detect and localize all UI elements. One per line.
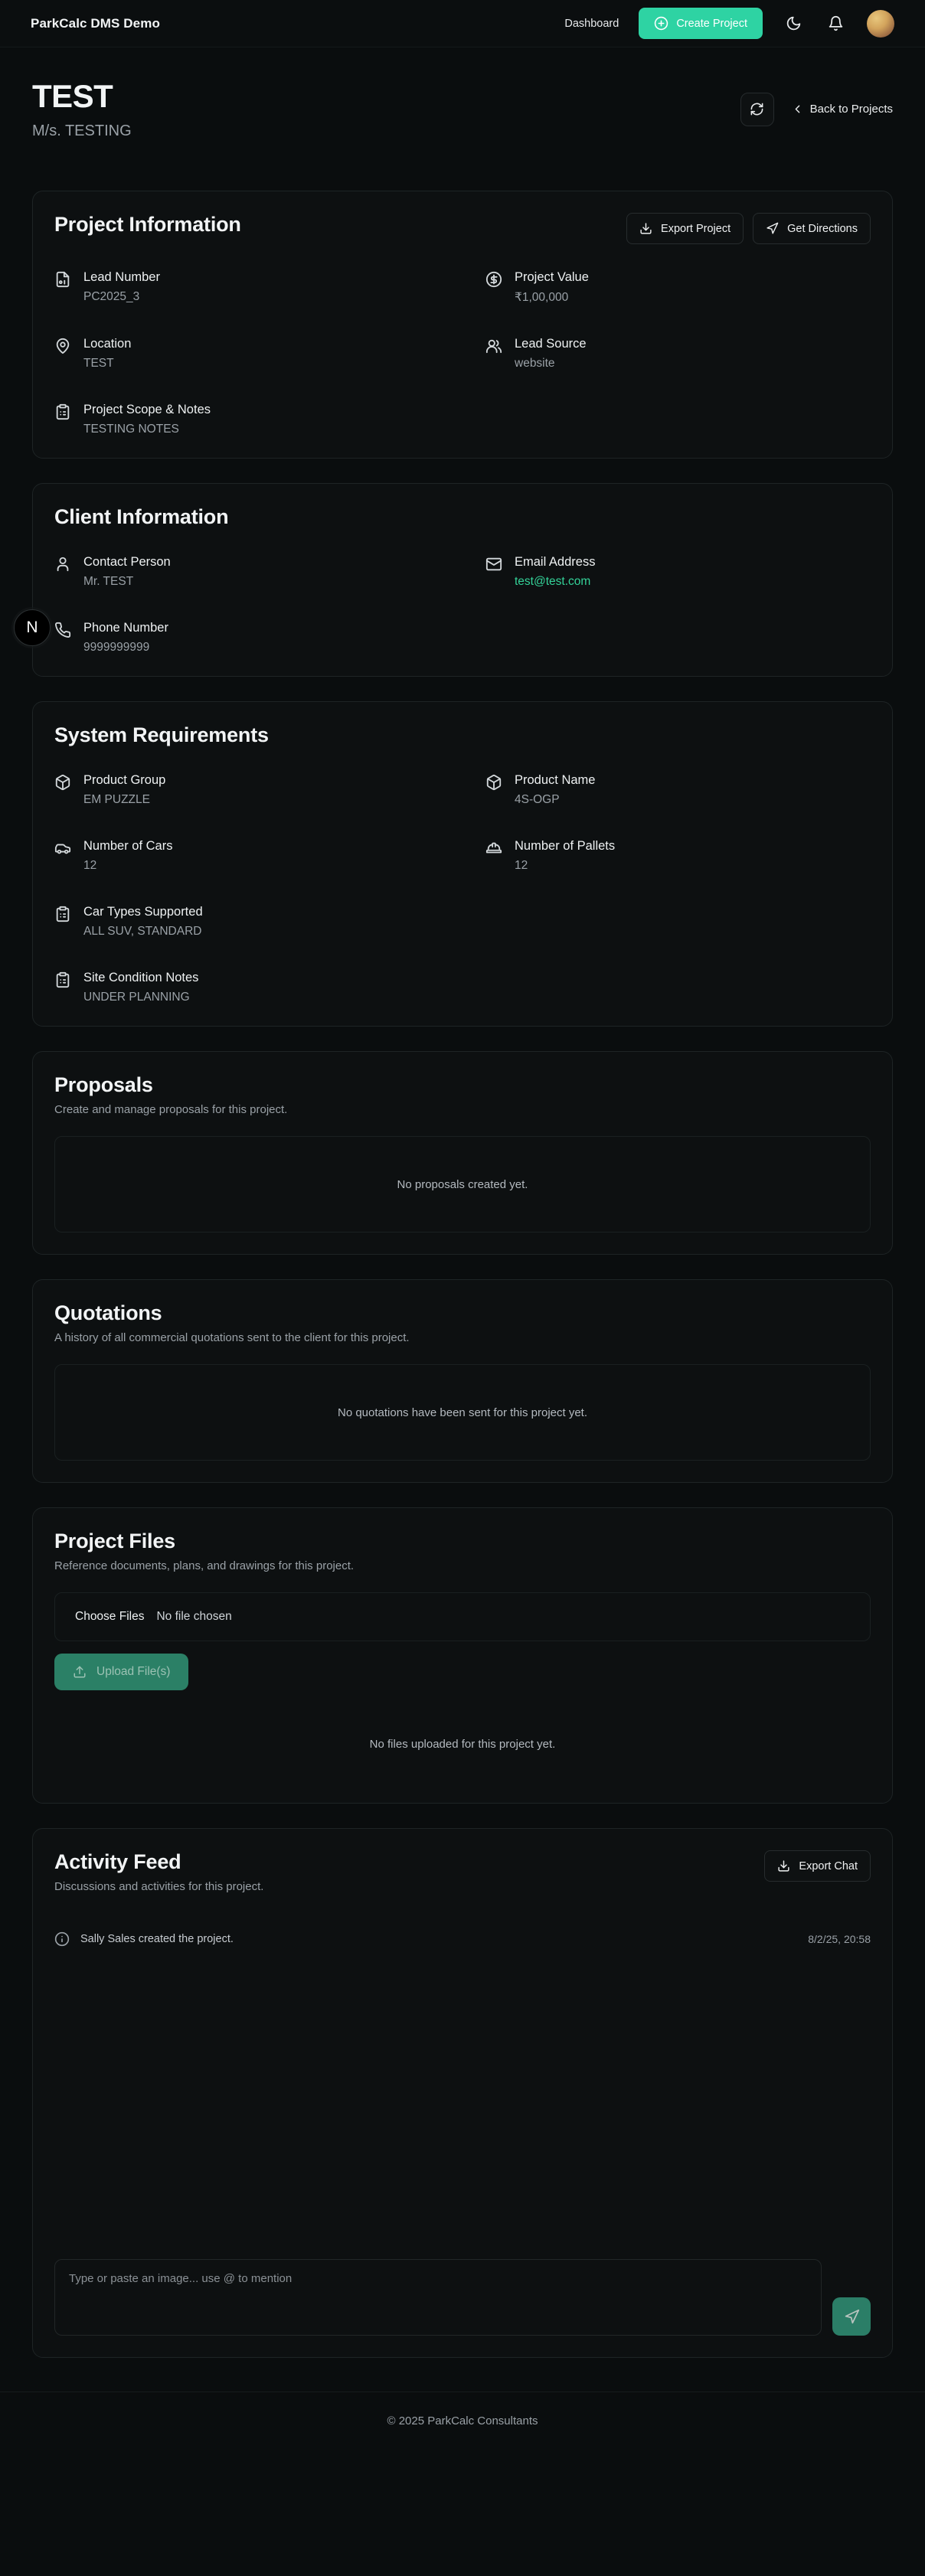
app-footer [0, 2392, 925, 2450]
field-lead-source [485, 337, 871, 371]
field-value: 9999999999 [83, 641, 150, 654]
section-title: Project Information [54, 213, 241, 236]
header-nav [564, 8, 894, 39]
nav-dashboard[interactable]: Dashboard [564, 17, 619, 30]
page-subtitle: M/s. TESTING [32, 122, 132, 139]
field-value: EM PUZZLE [83, 793, 150, 806]
quotations-card [32, 1279, 893, 1483]
export-chat-button[interactable] [764, 1850, 871, 1882]
page-title: TEST [32, 78, 113, 114]
upload-files-label: Upload File(s) [96, 1665, 171, 1678]
clipboard-list-icon [54, 906, 71, 922]
empty-message: No quotations have been sent for this project yet. [337, 1406, 588, 1419]
send-icon [844, 2309, 860, 2325]
section-title: Client Information [54, 505, 229, 528]
system-requirements-card [32, 701, 893, 1027]
field-label: Number of Cars [83, 839, 173, 853]
field-label: Product Name [515, 773, 596, 787]
package-icon [485, 774, 502, 791]
field-value: 12 [515, 859, 528, 872]
theme-toggle-button[interactable] [783, 12, 805, 34]
notifications-button[interactable] [825, 12, 847, 34]
mail-icon [485, 556, 502, 573]
clipboard-list-icon [54, 971, 71, 988]
field-scope-notes [54, 403, 871, 436]
field-label: Email Address [515, 555, 596, 569]
field-label: Lead Number [83, 270, 160, 284]
file-picker-input[interactable] [54, 1592, 871, 1641]
user-avatar[interactable] [867, 10, 894, 38]
pallet-icon [485, 840, 502, 857]
chat-input-row [54, 2259, 871, 2336]
section-subtitle: Reference documents, plans, and drawings for this project. [54, 1559, 355, 1572]
field-value: TESTING NOTES [83, 423, 179, 436]
moon-icon [786, 15, 802, 31]
project-info-actions [626, 213, 871, 244]
section-title: Proposals [54, 1073, 153, 1096]
field-number-of-pallets [485, 839, 871, 873]
field-value: UNDER PLANNING [83, 991, 190, 1004]
navigation-icon [766, 222, 779, 235]
project-files-card [32, 1507, 893, 1804]
back-to-projects-link[interactable] [791, 103, 893, 116]
get-directions-button[interactable] [753, 213, 871, 244]
activity-feed-card [32, 1828, 893, 2358]
main-content [32, 47, 893, 2358]
field-location [54, 337, 440, 371]
field-lead-number [54, 270, 440, 305]
badge-dollar-icon [485, 271, 502, 288]
project-hero [32, 47, 893, 140]
export-project-button[interactable] [626, 213, 744, 244]
send-message-button[interactable] [832, 2297, 871, 2336]
refresh-button[interactable] [740, 93, 774, 126]
phone-icon [54, 622, 71, 638]
hero-actions [740, 93, 893, 126]
proposals-card [32, 1051, 893, 1255]
upload-files-button[interactable] [54, 1654, 188, 1690]
refresh-icon [750, 102, 764, 116]
file-digit-icon [54, 271, 71, 288]
field-value: Mr. TEST [83, 575, 134, 588]
field-product-group [54, 773, 440, 807]
section-subtitle: Create and manage proposals for this project. [54, 1103, 288, 1116]
section-subtitle: Discussions and activities for this project. [54, 1880, 264, 1893]
user-icon [54, 556, 71, 573]
field-email [485, 555, 871, 589]
field-number-of-cars [54, 839, 440, 873]
proposals-empty-state [54, 1136, 871, 1232]
field-value: ₹1,00,000 [515, 291, 569, 304]
section-title: Activity Feed [54, 1850, 181, 1873]
field-label: Project Value [515, 270, 589, 284]
feed-empty-space [54, 1947, 871, 2259]
section-title: Quotations [54, 1301, 162, 1324]
project-information-card [32, 191, 893, 459]
activity-timestamp: 8/2/25, 20:58 [808, 1933, 871, 1945]
info-icon [54, 1931, 70, 1947]
field-value: ALL SUV, STANDARD [83, 925, 202, 938]
back-to-projects-label: Back to Projects [809, 103, 893, 116]
empty-message: No proposals created yet. [397, 1177, 528, 1191]
export-project-label: Export Project [661, 222, 731, 235]
chevron-left-icon [791, 103, 804, 116]
upload-icon [73, 1665, 87, 1679]
create-project-label: Create Project [676, 17, 747, 30]
field-site-notes [54, 971, 871, 1004]
field-project-value [485, 270, 871, 305]
field-phone [54, 621, 440, 655]
users-icon [485, 338, 502, 354]
field-label: Site Condition Notes [83, 971, 199, 984]
field-label: Contact Person [83, 555, 171, 569]
files-empty-state: No files uploaded for this project yet. [369, 1738, 556, 1751]
section-title: System Requirements [54, 723, 269, 746]
field-label: Product Group [83, 773, 166, 787]
email-link[interactable]: test@test.com [515, 575, 591, 588]
field-car-types [54, 905, 871, 939]
quotations-empty-state [54, 1364, 871, 1461]
download-icon [777, 1859, 790, 1872]
file-chosen-status: No file chosen [156, 1610, 232, 1623]
car-icon [54, 840, 71, 857]
field-label: Phone Number [83, 621, 168, 635]
plus-circle-icon [654, 16, 668, 31]
export-chat-label: Export Chat [799, 1859, 858, 1872]
chat-message-input[interactable] [54, 2259, 822, 2336]
section-title: Project Files [54, 1530, 175, 1552]
field-label: Lead Source [515, 337, 587, 351]
field-product-name [485, 773, 871, 807]
activity-feed-heading [54, 1850, 263, 1893]
field-label: Number of Pallets [515, 839, 616, 853]
download-icon [639, 222, 652, 235]
field-value: PC2025_3 [83, 290, 140, 303]
create-project-button[interactable] [639, 8, 763, 39]
app-header [0, 0, 925, 47]
activity-text: Sally Sales created the project. [80, 1933, 234, 1945]
clipboard-list-icon [54, 403, 71, 420]
field-value: 12 [83, 859, 97, 872]
map-pin-icon [54, 338, 71, 354]
copyright-text: © 2025 ParkCalc Consultants [387, 2414, 538, 2427]
field-label: Location [83, 337, 132, 351]
field-value: 4S-OGP [515, 793, 560, 806]
field-label: Project Scope & Notes [83, 403, 211, 416]
choose-files-button[interactable]: Choose Files [75, 1610, 145, 1623]
bell-icon [828, 15, 844, 31]
get-directions-label: Get Directions [787, 222, 858, 235]
field-value: TEST [83, 357, 114, 370]
section-subtitle: A history of all commercial quotations sent to the client for this project. [54, 1331, 410, 1344]
hero-text [32, 78, 132, 140]
client-information-card [32, 483, 893, 677]
field-value: website [515, 357, 555, 370]
app-brand: ParkCalc DMS Demo [31, 15, 160, 31]
activity-item [54, 1931, 871, 1947]
nextjs-dev-badge[interactable]: N [14, 609, 51, 646]
field-label: Car Types Supported [83, 905, 203, 919]
field-contact-person [54, 555, 440, 589]
package-icon [54, 774, 71, 791]
